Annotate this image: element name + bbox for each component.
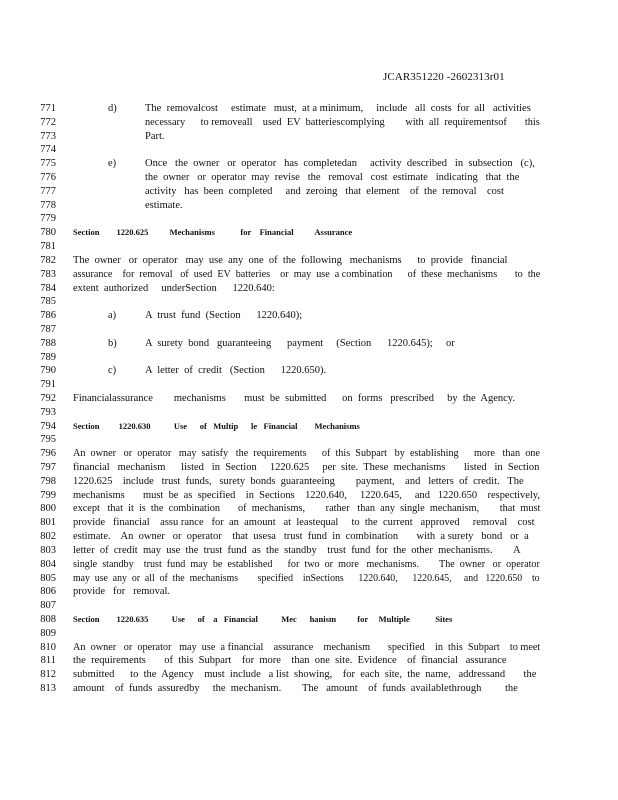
line-number: 788	[40, 337, 56, 349]
line-number: 796	[40, 448, 56, 460]
line-number: 799	[40, 489, 56, 501]
line-number: 795	[40, 434, 56, 446]
text-line: The removalcost estimate must, at a minimum, include all costs for all activities	[145, 103, 531, 114]
line-number: 813	[40, 683, 56, 695]
line-number: 803	[40, 544, 56, 556]
line-number: 775	[40, 158, 56, 170]
section-heading: Section 1220.630 Use of Multip le Financial Mechanisms	[73, 420, 360, 431]
list-marker: d)	[108, 103, 117, 114]
text-line: provide for removal.	[73, 586, 171, 598]
line-number: 783	[40, 268, 56, 280]
line-number: 805	[40, 572, 56, 584]
line-number: 776	[40, 172, 56, 184]
text-line: A surety bond guaranteeing payment (Section 1220.645); or	[145, 337, 455, 349]
line-number: 772	[40, 116, 56, 128]
line-number: 785	[40, 296, 56, 308]
line-number: 802	[40, 531, 56, 543]
line-number: 792	[40, 393, 56, 404]
list-marker: c)	[108, 365, 117, 377]
line-number: 812	[40, 669, 56, 681]
list-marker: b)	[108, 337, 117, 349]
text-line: An owner or operator may satisfy the requirements of this Subpart by establishing more than one	[73, 448, 540, 460]
text-line: Once the owner or operator has completedan activity described in subsection (c),	[145, 158, 535, 170]
line-number: 779	[40, 213, 56, 225]
line-number: 807	[40, 600, 56, 612]
line-number: 794	[40, 420, 56, 432]
line-number: 777	[40, 185, 56, 197]
line-number: 773	[40, 130, 56, 142]
text-line: necessary to removeall used EV batteriescomplying with all requirementsof this	[145, 116, 540, 128]
line-number: 781	[40, 241, 56, 253]
text-line: estimate. An owner or operator that usesa trust fund in combination with a surety bond or a	[73, 531, 529, 543]
line-number: 793	[40, 406, 56, 418]
line-number: 797	[40, 462, 56, 474]
list-marker: a)	[108, 310, 117, 322]
text-line: may use any or all of the mechanisms specified inSections 1220.640, 1220.645, and 1220.650 to	[73, 572, 540, 584]
text-line: the owner or operator may revise the removal cost estimate indicating that the	[145, 172, 520, 184]
line-number: 778	[40, 199, 56, 211]
line-number: 809	[40, 627, 56, 639]
line-number: 798	[40, 475, 56, 487]
section-heading: Section 1220.635 Use of a Financial Mec hanism for Multiple Sites	[73, 613, 453, 624]
line-number: 774	[40, 144, 56, 156]
text-line: financial mechanism listed in Section 1220.625 per site. These mechanisms listed in Section	[73, 462, 540, 474]
text-line: Part.	[145, 130, 165, 142]
line-number: 771	[40, 103, 56, 114]
text-line: A letter of credit (Section 1220.650).	[145, 365, 327, 377]
line-number: 810	[40, 641, 56, 653]
text-line: amount of funds assuredby the mechanism. The amount of funds availablethrough the	[73, 683, 518, 695]
line-number: 801	[40, 517, 56, 529]
text-line: provide financial assu rance for an amount at leastequal to the current approved removal cost	[73, 517, 535, 529]
text-line: A trust fund (Section 1220.640);	[145, 310, 303, 322]
text-line: 1220.625 include trust funds, surety bonds guaranteeing payment, and letters of credit. The	[73, 475, 524, 487]
line-number: 808	[40, 613, 56, 625]
line-number: 782	[40, 254, 56, 266]
line-number: 786	[40, 310, 56, 322]
text-line: extent authorized underSection 1220.640:	[73, 282, 275, 294]
text-line: single standby trust fund may be established for two or more mechanisms. The owner or operator	[73, 558, 540, 570]
line-number: 806	[40, 586, 56, 598]
line-number: 789	[40, 351, 56, 363]
text-line: activity has been completed and zeroing that element of the removal cost	[145, 185, 504, 197]
text-line: estimate.	[145, 199, 183, 211]
line-number: 804	[40, 558, 56, 570]
line-number: 800	[40, 503, 56, 515]
text-line: the requirements of this Subpart for more than one site. Evidence of financial assurance	[73, 655, 507, 667]
text-line: except that it is the combination of mechanisms, rather than any single mechanism, that must	[73, 503, 541, 515]
line-number: 784	[40, 282, 56, 294]
list-marker: e)	[108, 158, 117, 170]
line-number: 811	[40, 655, 56, 667]
text-line: assurance for removal of used EV batteries or may use a combination of these mechanisms to the	[73, 268, 541, 280]
text-line: mechanisms must be as specified in Sections 1220.640, 1220.645, and 1220.650 respectively,	[73, 489, 540, 501]
line-number: 780	[40, 227, 56, 239]
line-number: 791	[40, 379, 56, 391]
section-heading: Section 1220.625 Mechanisms for Financial Assurance	[73, 227, 353, 238]
line-number: 787	[40, 323, 56, 335]
text-line: Financialassurance mechanisms must be submitted on forms prescribed by the Agency.	[73, 393, 515, 404]
text-line: letter of credit may use the trust fund as the standby trust fund for the other mechanisms. A	[73, 544, 521, 556]
line-number: 790	[40, 365, 56, 377]
text-line: submitted to the Agency must include a list showing, for each site, the name, addressand the	[73, 669, 537, 681]
text-line: The owner or operator may use any one of the following mechanisms to provide financial	[73, 254, 508, 266]
text-line: An owner or operator may use a financial assurance mechanism specified in this Subpart to meet	[73, 641, 541, 653]
document-header: JCAR351220 -2602313r01	[383, 71, 505, 83]
